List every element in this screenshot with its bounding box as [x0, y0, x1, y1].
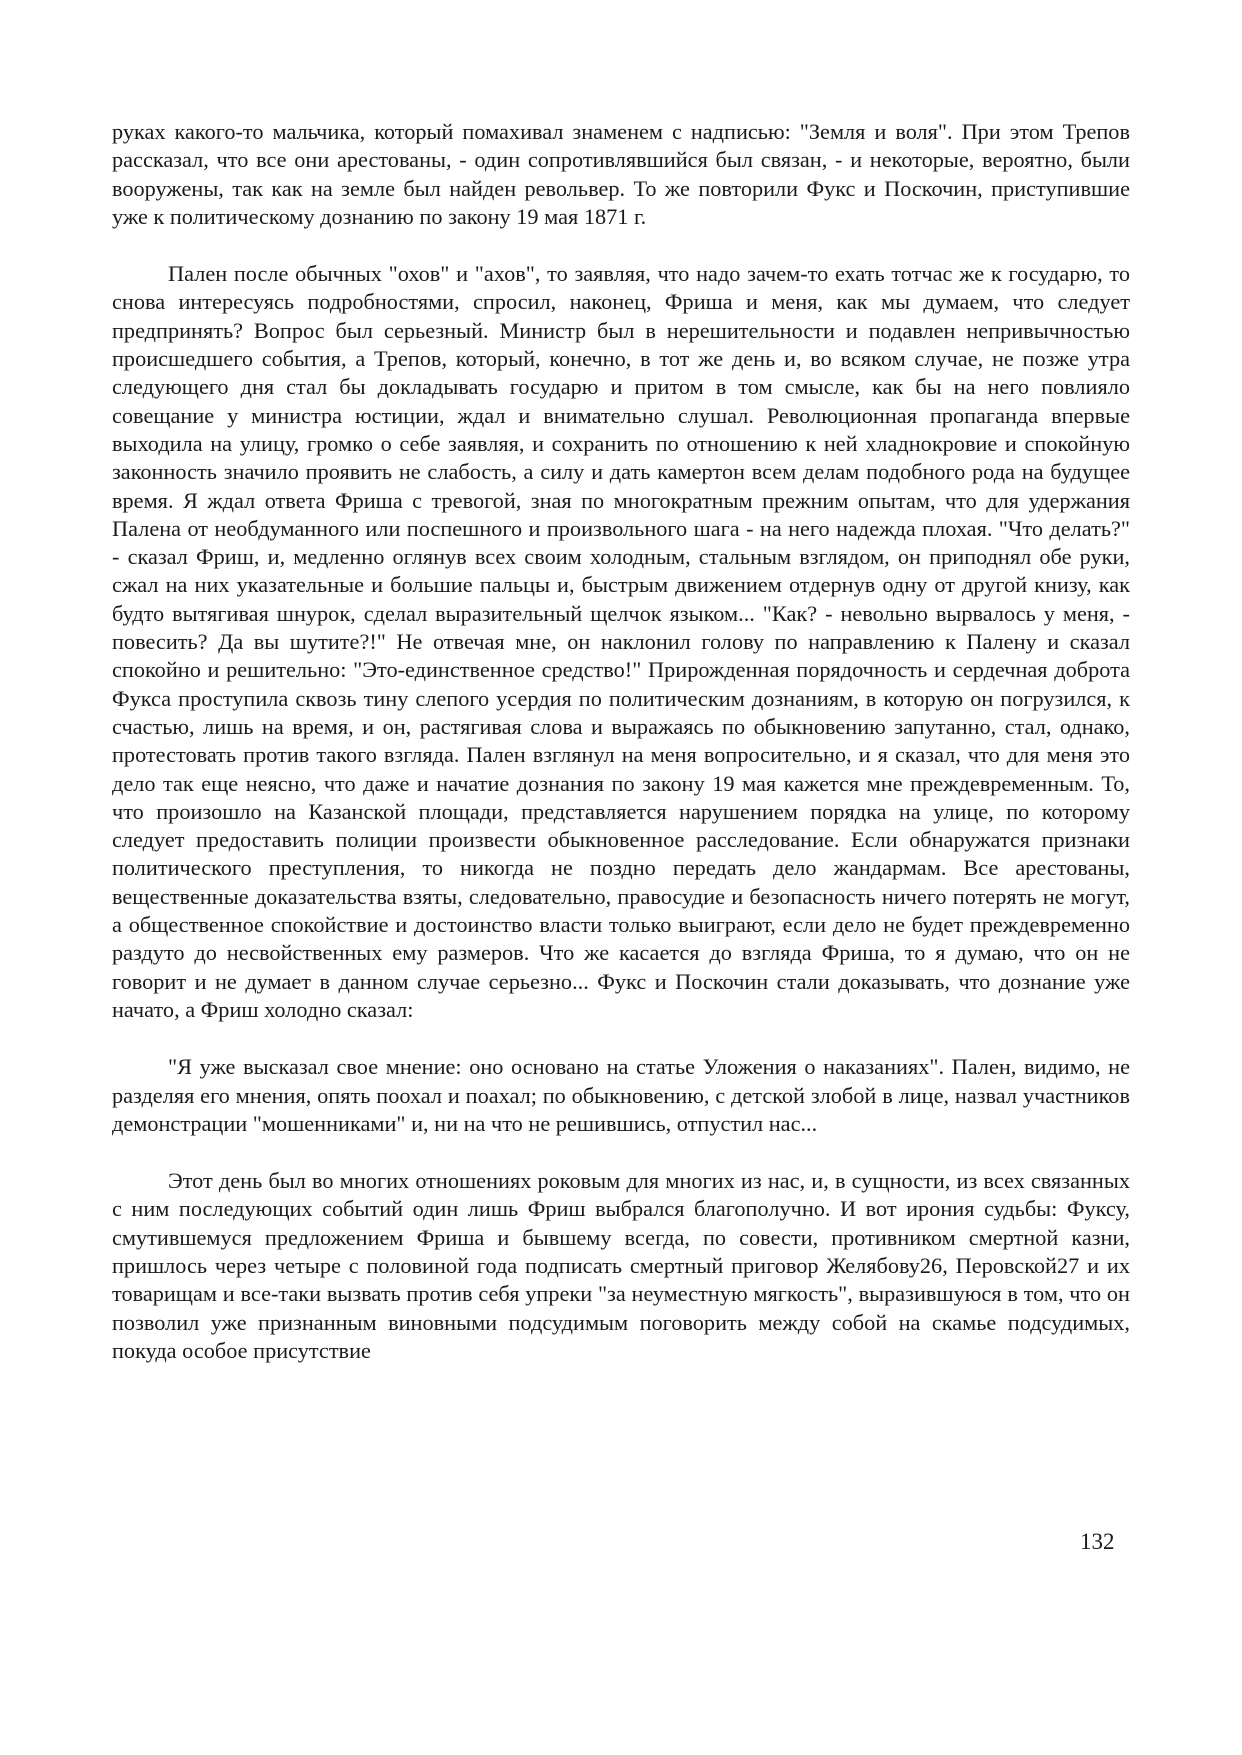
- paragraph-fateful-day: Этот день был во многих отношениях роковым для многих из нас, и, в сущности, из всех связанных с ним последующих событий один лишь Фриш выбрался благополучно. И вот ирония судьбы: Фуксу, смутившемуся предложением Фриша и бывшему всегда, по совести, противником смертной казни, пришлось через четыре с половиной года подписать смертный приговор Желябову26, Перовской27 и их товарищам и все-таки вызвать против себя упреки "за неуместную мягкость", выразившуюся в том, что он позволил уже признанным виновными подсудимым поговорить между собой на скамье подсудимых, покуда особое присутствие: [112, 1168, 1130, 1363]
- paragraph-continuation: руках какого-то мальчика, который помахивал знаменем с надписью: "Земля и воля". При этом Трепов рассказал, что все они арестованы, - один сопротивлявшийся был связан, - и некоторые, вероятно, были вооружены, так как на земле был найден револьвер. То же повторили Фукс и Поскочин, приступившие уже к политическому дознанию по закону 19 мая 1871 г.: [112, 119, 1130, 229]
- document-page: [112, 118, 1130, 1365]
- paragraph-palen-meeting: Пален после обычных "охов" и "ахов", то заявляя, что надо зачем-то ехать тотчас же к государю, то снова интересуясь подробностями, спросил, наконец, Фриша и меня, как мы думаем, что следует предпринять? Вопрос был серьезный. Министр был в нерешительности и подавлен непривычностью происшедшего события, а Трепов, который, конечно, в тот же день и, во всяком случае, не позже утра следующего дня стал бы докладывать государю и притом в том смысле, как бы на него повлияло совещание у министра юстиции, ждал и внимательно слушал. Революционная пропаганда впервые выходила на улицу, громко о себе заявляя, и сохранить по отношению к ней хладнокровие и спокойную законность значило проявить не слабость, а силу и дать камертон всем делам подобного рода на будущее время. Я ждал ответа Фриша с тревогой, зная по многократным прежним опытам, что для удержания Палена от необдуманного или поспешного и произвольного шага - на него надежда плохая. "Что делать?" - сказал Фриш, и, медленно оглянув всех своим холодным, стальным взглядом, он приподнял обе руки, сжал на них указательные и большие пальцы и, быстрым движением отдернув одну от другой книзу, как будто вытягивая шнурок, сделал выразительный щелчок языком... "Как? - невольно вырвалось у меня, - повесить? Да вы шутите?!" Не отвечая мне, он наклонил голову по направлению к Палену и сказал спокойно и решительно: "Это-единственное средство!" Прирожденная порядочность и сердечная доброта Фукса проступила сквозь тину слепого усердия по политическим дознаниям, в которую он погрузился, к счастью, лишь на время, и он, растягивая слова и выражаясь по обыкновению запутанно, стал, однако, протестовать против такого взгляда. Пален взглянул на меня вопросительно, и я сказал, что для меня это дело так еще неясно, что даже и начатие дознания по закону 19 мая кажется мне преждевременным. То, что произошло на Казанской площади, представляется нарушением порядка на улице, по которому следует предоставить полиции произвести обыкновенное расследование. Если обнаружатся признаки политического преступления, то никогда не поздно передать дело жандармам. Все арестованы, вещественные доказательства взяты, следовательно, правосудие и безопасность ничего потерять не могут, а общественное спокойствие и достоинство власти только выиграют, если дело не будет преждевременно раздуто до несвойственных ему размеров. Что же касается до взгляда Фриша, то я думаю, что он не говорит и не думает в данном случае серьезно... Фукс и Поскочин стали доказывать, что дознание уже начато, а Фриш холодно сказал:: [112, 261, 1130, 1022]
- paragraph-frish-opinion: "Я уже высказал свое мнение: оно основано на статье Уложения о наказаниях". Пален, видимо, не разделяя его мнения, опять поохал и поахал; по обыкновению, с детской злобой в лице, назвал участников демонстрации "мошенниками" и, ни на что не решившись, отпустил нас...: [112, 1054, 1130, 1136]
- page-number: 132: [1080, 1529, 1115, 1554]
